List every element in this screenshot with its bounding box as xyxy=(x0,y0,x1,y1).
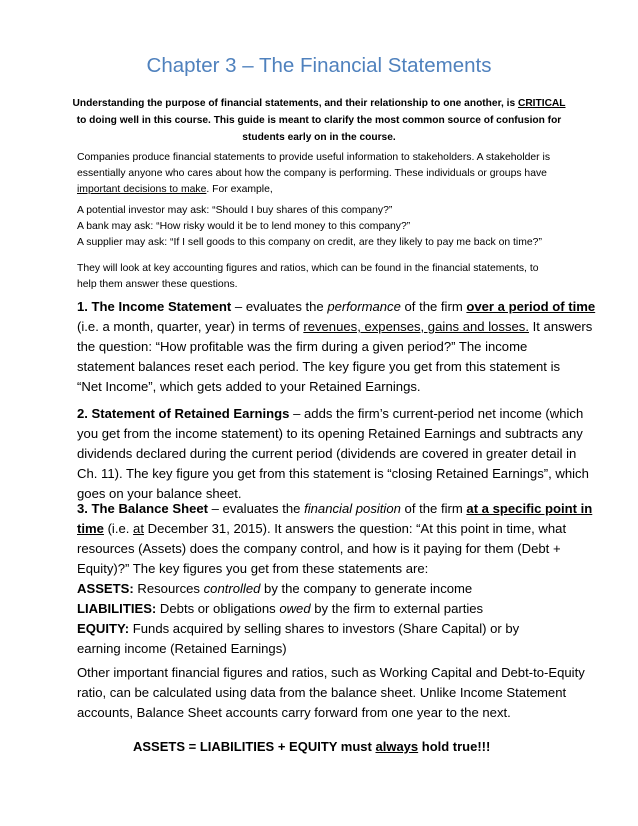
liabilities-label: LIABILITIES: xyxy=(77,601,157,616)
equation-text: ASSETS = LIABILITIES + EQUITY must xyxy=(133,739,376,754)
retained-line-4: Ch. 11). The key figure you get from this statement is “closing Retained Earnings”, which xyxy=(77,466,589,481)
income-line-1 xyxy=(77,297,596,317)
income-text: (i.e. a month, quarter, year) in terms of xyxy=(77,319,304,334)
lookat-line-2: help them answer these questions. xyxy=(77,279,238,290)
question-supplier: A supplier may ask: “If I sell goods to this company on credit, are they likely to pay me back on time?” xyxy=(77,237,542,248)
balance-text: – evaluates the xyxy=(208,501,305,516)
income-line-5: “Net Income”, which gets added to your Retained Earnings. xyxy=(77,379,421,394)
lookat-paragraph xyxy=(77,261,539,293)
page-title: Chapter 3 – The Financial Statements xyxy=(146,54,492,77)
intro-line-1 xyxy=(66,95,572,112)
always-emphasis: always xyxy=(375,739,419,754)
income-text: of the firm xyxy=(400,299,467,314)
income-line-3: the question: “How profitable was the firm during a given period?” The income xyxy=(77,339,528,354)
period-emphasis: over a period of time xyxy=(466,299,596,314)
equity-text: Funds acquired by selling shares to investors (Share Capital) or by xyxy=(129,621,520,636)
assets-definition xyxy=(77,579,577,599)
owed-emphasis: owed xyxy=(279,601,311,616)
at-emphasis: at xyxy=(133,521,144,536)
balance-line-2 xyxy=(77,519,577,539)
liabilities-text: by the firm to external parties xyxy=(310,601,484,616)
equity-definition-cont: earning income (Retained Earnings) xyxy=(77,641,287,656)
definitions-section xyxy=(77,579,577,659)
balance-text: (i.e. xyxy=(103,521,134,536)
assets-text: by the company to generate income xyxy=(260,581,473,596)
income-line-2 xyxy=(77,317,593,337)
revenues-emphasis: revenues, expenses, gains and losses. xyxy=(303,319,529,334)
time-emphasis: time xyxy=(77,521,104,536)
other-line-2: ratio, can be calculated using data from the balance sheet. Unlike Income Statement xyxy=(77,685,567,700)
decisions-emphasis: important decisions to make xyxy=(77,184,207,195)
performance-emphasis: performance xyxy=(327,299,401,314)
other-ratios-paragraph xyxy=(77,663,585,723)
questions-paragraph xyxy=(77,203,542,251)
balance-heading: 3. The Balance Sheet xyxy=(77,501,208,516)
intro-text: Understanding the purpose of financial statements, and their relationship to one another, is xyxy=(72,98,518,109)
intro-line-3: students early on in the course. xyxy=(242,132,396,143)
equity-label: EQUITY: xyxy=(77,621,130,636)
balance-line-3: resources (Assets) does the company control, and how is it paying for them (Debt + xyxy=(77,541,561,556)
financial-position-emphasis: financial position xyxy=(304,501,401,516)
accounting-equation xyxy=(133,739,490,754)
assets-label: ASSETS: xyxy=(77,581,134,596)
question-investor: A potential investor may ask: “Should I buy shares of this company?” xyxy=(77,205,393,216)
stakeholders-line-1: Companies produce financial statements to provide useful information to stakeholders. A stakeholder is xyxy=(77,152,551,163)
critical-emphasis: CRITICAL xyxy=(517,98,566,109)
liabilities-definition xyxy=(77,599,577,619)
intro-line-2: to doing well in this course. This guide is meant to clarify the most common source of confusion for xyxy=(76,115,562,126)
stakeholders-paragraph xyxy=(77,150,550,198)
point-emphasis: at a specific point in xyxy=(466,501,593,516)
retained-line-3: dividends declared during the current period (dividends are covered in greater detail in xyxy=(77,446,577,461)
intro-paragraph xyxy=(66,95,572,146)
income-heading: 1. The Income Statement xyxy=(77,299,232,314)
balance-text: December 31, 2015). It answers the question: “At this point in time, what xyxy=(143,521,567,536)
retained-text: – adds the firm’s current-period net income (which xyxy=(289,406,584,421)
equation-text: hold true!!! xyxy=(418,739,491,754)
retained-line-1 xyxy=(77,404,584,424)
other-line-3: accounts, Balance Sheet accounts carry forward from one year to the next. xyxy=(77,705,511,720)
question-bank: A bank may ask: “How risky would it be to lend money to this company?” xyxy=(77,221,411,232)
controlled-emphasis: controlled xyxy=(203,581,261,596)
equity-definition xyxy=(77,619,577,639)
stakeholders-line-2: essentially anyone who cares about how the company is performing. These individuals or groups have xyxy=(77,168,547,179)
stakeholders-line-3 xyxy=(77,182,550,198)
income-line-4: statement balances reset each period. The key figure you get from this statement is xyxy=(77,359,561,374)
retained-line-5: goes on your balance sheet. xyxy=(77,486,242,501)
balance-text: of the firm xyxy=(400,501,467,516)
other-line-1: Other important financial figures and ratios, such as Working Capital and Debt-to-Equity xyxy=(77,665,585,680)
income-text: It answers xyxy=(528,319,593,334)
retained-line-2: you get from the income statement) to its opening Retained Earnings and subtracts any xyxy=(77,426,583,441)
income-statement-section xyxy=(77,297,596,397)
liabilities-text: Debts or obligations xyxy=(156,601,280,616)
balance-sheet-section xyxy=(77,499,593,579)
income-text: – evaluates the xyxy=(231,299,328,314)
balance-line-4: Equity)?” The key figures you get from these statements are: xyxy=(77,561,429,576)
balance-line-1 xyxy=(77,499,593,519)
retained-earnings-section xyxy=(77,404,589,504)
assets-text: Resources xyxy=(133,581,204,596)
stakeholders-text: . For example, xyxy=(206,184,273,195)
retained-heading: 2. Statement of Retained Earnings xyxy=(77,406,290,421)
lookat-line-1: They will look at key accounting figures and ratios, which can be found in the financial statements, to xyxy=(77,263,539,274)
